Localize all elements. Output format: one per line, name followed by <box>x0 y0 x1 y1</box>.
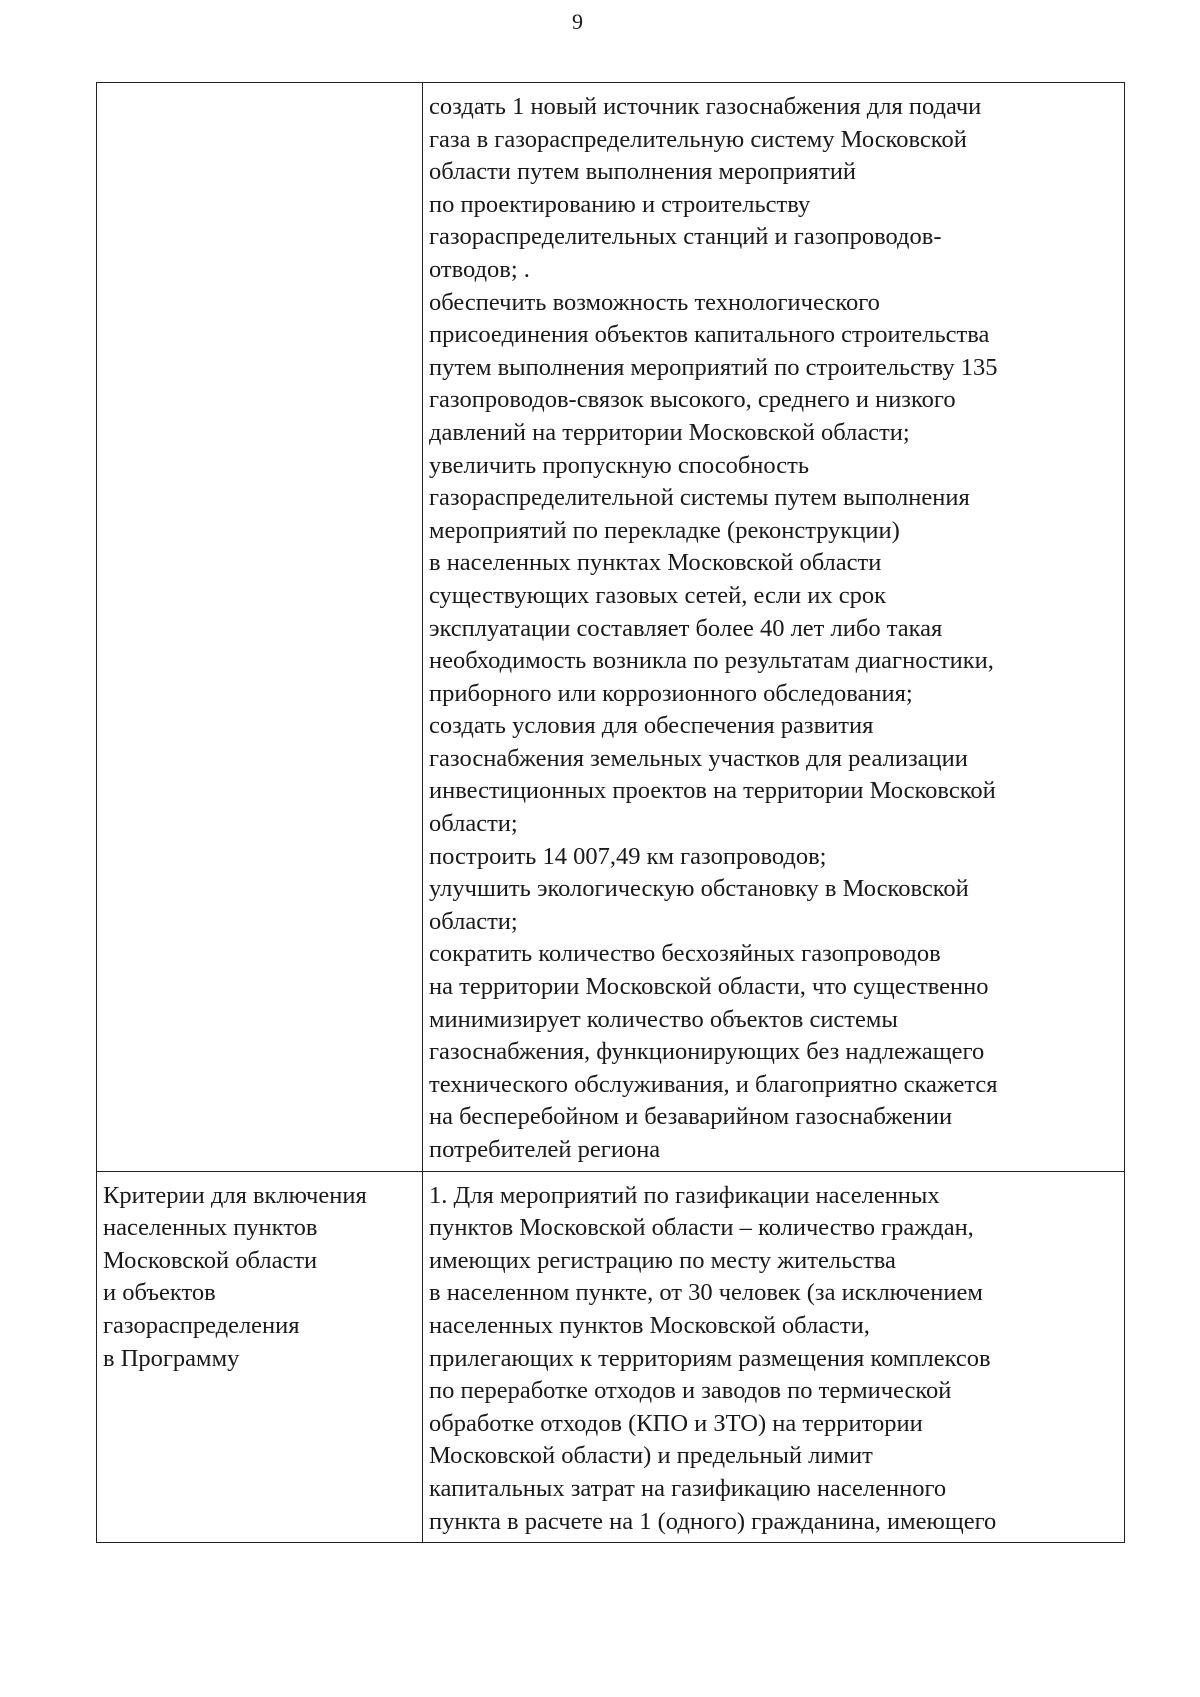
text-line: мероприятий по перекладке (реконструкции) <box>429 516 900 544</box>
text-line: присоединения объектов капитального строительства <box>429 321 990 349</box>
text-line: в населенных пунктах Московской области <box>429 549 882 577</box>
program-table <box>96 82 1125 1543</box>
page-number: 9 <box>572 9 583 34</box>
text-line: области; <box>429 907 518 935</box>
text-line: области путем выполнения мероприятий <box>429 158 857 186</box>
table-cell-right-goals <box>423 83 1125 1172</box>
text-line: инвестиционных проектов на территории Московской <box>429 777 996 805</box>
text-line: создать 1 новый источник газоснабжения для подачи <box>429 93 982 120</box>
text-line: необходимость возникла по результатам диагностики, <box>429 647 994 675</box>
text-line: области; <box>429 810 518 838</box>
text-line: улучшить экологическую обстановку в Московской <box>429 875 969 903</box>
text-line: обработке отходов (КПО и ЗТО) на территории <box>429 1409 923 1437</box>
text-line: газоснабжения, функционирующих без надлежащего <box>429 1038 985 1066</box>
text-line: сократить количество бесхозяйных газопроводов <box>429 940 941 968</box>
text-line: потребителей региона <box>429 1136 661 1163</box>
text-line: Московской области) и предельный лимит <box>429 1442 873 1470</box>
criteria-label-line: Московской области <box>103 1246 318 1274</box>
text-line: существующих газовых сетей, если их срок <box>429 581 887 609</box>
text-line: на бесперебойном и безаварийном газоснабжении <box>429 1103 953 1131</box>
text-line: эксплуатации составляет более 40 лет либо такая <box>429 614 943 642</box>
text-line: в населенном пункте, от 30 человек (за исключением <box>429 1279 983 1307</box>
text-line: населенных пунктов Московской области, <box>429 1311 870 1339</box>
table-row-goals <box>97 83 1125 1172</box>
text-line: пунктов Московской области – количество граждан, <box>429 1214 974 1242</box>
text-line: путем выполнения мероприятий по строительству 135 <box>429 353 998 381</box>
criteria-label-line: газораспределения <box>103 1311 300 1339</box>
text-line: по проектированию и строительству <box>429 190 811 218</box>
text-line: на территории Московской области, что существенно <box>429 973 989 1001</box>
text-line: минимизирует количество объектов системы <box>429 1005 898 1033</box>
text-line: пункта в расчете на 1 (одного) гражданина, имеющего <box>429 1507 997 1535</box>
table-cell-left-goals <box>97 83 423 1172</box>
text-line: обеспечить возможность технологического <box>429 288 880 316</box>
criteria-label-line: в Программу <box>103 1344 240 1372</box>
text-line: газоснабжения земельных участков для реализации <box>429 744 968 772</box>
text-line: построить 14 007,49 км газопроводов; <box>429 842 827 870</box>
text-line: отводов; . <box>429 255 530 283</box>
text-line: газопроводов-связок высокого, среднего и низкого <box>429 386 956 414</box>
criteria-label-line: и объектов <box>103 1279 216 1307</box>
table-cell-left-criteria <box>97 1171 423 1543</box>
text-line: газа в газораспределительную систему Московской <box>429 125 967 153</box>
criteria-label-line: Критерии для включения <box>103 1181 367 1209</box>
text-line: газораспределительных станций и газопроводов- <box>429 223 942 251</box>
criteria-label-line: населенных пунктов <box>103 1214 318 1242</box>
text-line: 1. Для мероприятий по газификации населенных <box>429 1181 940 1209</box>
text-line: создать условия для обеспечения развития <box>429 712 874 740</box>
text-line: прилегающих к территориям размещения комплексов <box>429 1344 991 1372</box>
text-line: газораспределительной системы путем выполнения <box>429 484 970 512</box>
table-cell-right-criteria <box>423 1171 1125 1543</box>
text-line: приборного или коррозионного обследования; <box>429 679 913 707</box>
table-row-criteria <box>97 1171 1125 1543</box>
text-line: давлений на территории Московской области; <box>429 418 910 446</box>
text-line: капитальных затрат на газификацию населенного <box>429 1474 947 1502</box>
text-line: по переработке отходов и заводов по термической <box>429 1377 952 1405</box>
text-line: увеличить пропускную способность <box>429 451 810 479</box>
text-line: технического обслуживания, и благоприятно скажется <box>429 1070 998 1098</box>
text-line: имеющих регистрацию по месту жительства <box>429 1246 896 1274</box>
